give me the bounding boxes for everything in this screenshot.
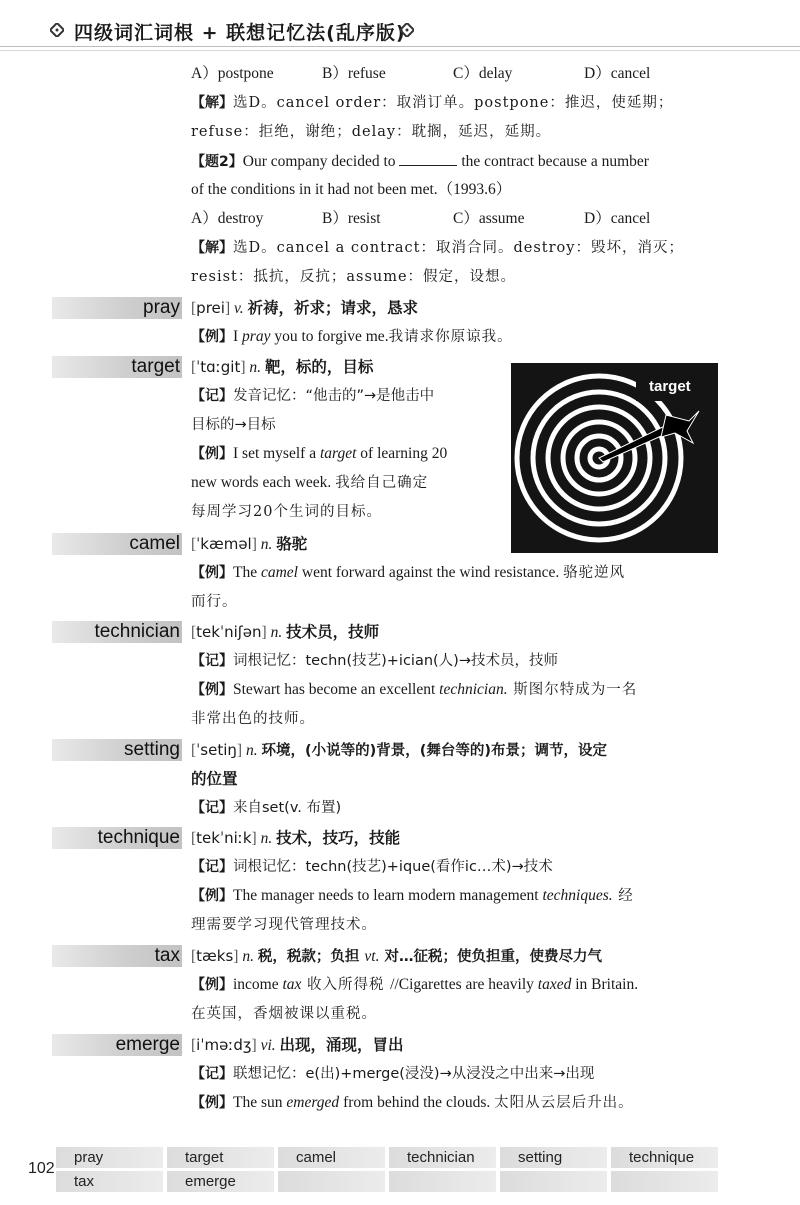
definition: 技术员，技师 — [286, 623, 380, 641]
example-text: you to forgive me. — [270, 328, 389, 345]
answer-text: refuse：拒绝，谢绝；delay：耽搁，延迟，延期。 — [191, 124, 552, 140]
example-translation: 每周学习20个生词的目标。 — [191, 504, 382, 520]
headword: pray — [143, 297, 180, 318]
example-tag: 【例】 — [191, 1095, 233, 1111]
answer-text: 选D。cancel a contract：取消合同。destroy：毁坏，消灭； — [233, 240, 684, 256]
entry-target-memory — [191, 386, 501, 406]
example-keyword: emerged — [286, 1094, 340, 1111]
headword-bar-pray — [52, 297, 182, 319]
pronunciation: ˈsetiŋ — [196, 741, 237, 759]
headword-bar-tax — [52, 945, 182, 967]
exercise2-answer — [191, 238, 721, 258]
part-of-speech: n. — [249, 359, 261, 376]
header-rule — [0, 46, 800, 51]
example-text: from behind the clouds. — [339, 1094, 495, 1111]
example-translation: 经 — [612, 888, 634, 904]
index-item: technician — [389, 1147, 496, 1168]
index-item: technique — [611, 1147, 718, 1168]
entry-technician-definition: [tekˈniʃən] n. 技术员，技师 — [191, 623, 380, 641]
part-of-speech: vi. — [260, 1037, 276, 1054]
example-keyword: technician. — [439, 681, 508, 698]
question-text: of the conditions in it had not been met.（1993.6） — [191, 181, 512, 198]
definition: 祈祷，祈求；请求，恳求 — [247, 299, 418, 317]
exercise2-options — [191, 209, 721, 229]
entry-tax-example — [191, 975, 721, 995]
example-text: I — [233, 328, 243, 345]
example-keyword: camel — [260, 564, 298, 581]
example-keyword: pray — [242, 328, 271, 345]
example-translation: 非常出色的技师。 — [191, 711, 315, 727]
pronunciation: ˈtɑːgit — [196, 358, 241, 376]
definition: 出现，涌现，冒出 — [279, 1036, 404, 1054]
answer-blank — [399, 151, 457, 166]
pronunciation: ˈkæməl — [196, 535, 252, 553]
pronunciation: tæks — [196, 947, 234, 965]
definition: 靶，标的，目标 — [264, 358, 374, 376]
headword: target — [131, 356, 180, 377]
page-header — [0, 0, 800, 58]
example-text: I set myself a — [233, 445, 320, 462]
exercise1-answer — [191, 93, 721, 113]
entry-pray-example — [191, 327, 721, 347]
index-item: tax — [56, 1171, 163, 1192]
example-text: //Cigarettes are heavily — [390, 976, 538, 993]
entry-tax-example-cont — [191, 1004, 721, 1024]
entry-technician-memory — [191, 651, 721, 671]
part-of-speech: n. — [260, 830, 273, 847]
option: B）refuse — [322, 65, 386, 82]
memory-tag: 【记】 — [191, 800, 233, 816]
example-tag: 【例】 — [191, 977, 233, 993]
headword: tax — [154, 945, 180, 966]
exercise2-answer-cont — [191, 267, 721, 287]
option: C）delay — [453, 65, 513, 82]
example-tag: 【例】 — [191, 329, 233, 345]
headword: technician — [94, 621, 180, 642]
entry-setting-definition-cont — [191, 769, 721, 790]
headword: camel — [129, 533, 180, 554]
example-translation: 收入所得税 — [301, 977, 391, 993]
index-item: target — [167, 1147, 274, 1168]
option: A）destroy — [191, 210, 264, 227]
example-text: in Britain. — [571, 976, 639, 993]
diamond-icon-left — [50, 23, 64, 37]
example-tag: 【例】 — [191, 446, 233, 462]
example-keyword: target — [319, 445, 357, 462]
exercise2-question — [191, 151, 721, 172]
entry-target-example-cont — [191, 473, 501, 493]
memory-tag: 【记】 — [191, 388, 233, 404]
example-text: income — [233, 976, 283, 993]
definition: 的位置 — [191, 770, 238, 788]
entry-target-example-cont2 — [191, 502, 501, 522]
example-text: Stewart has become an excellent — [233, 681, 440, 698]
entry-target-example — [191, 444, 501, 464]
index-item: pray — [56, 1147, 163, 1168]
exercise2-question-cont — [191, 180, 721, 200]
example-keyword: tax — [282, 976, 302, 993]
example-translation: 而行。 — [191, 594, 238, 610]
example-translation: 太阳从云层后升出。 — [494, 1095, 634, 1111]
diamond-icon-right — [400, 23, 414, 37]
pronunciation: tekˈniʃən — [196, 623, 262, 641]
example-text: new words each week. — [191, 474, 336, 491]
example-translation: 斯图尔特成为一名 — [507, 682, 638, 698]
exercise1-answer-cont — [191, 122, 721, 142]
target-image-label: target — [649, 378, 691, 395]
headword-bar-target — [52, 356, 182, 378]
index-item: emerge — [167, 1171, 274, 1192]
example-translation: 理需要学习现代管理技术。 — [191, 917, 377, 933]
question-tag: 【题2】 — [191, 154, 243, 170]
entry-technique-example — [191, 886, 721, 906]
headword-bar-setting — [52, 739, 182, 761]
entry-technique-definition: [tekˈniːk] n. 技术，技巧，技能 — [191, 829, 401, 847]
headword: setting — [124, 739, 180, 760]
answer-text: resist：抵抗，反抗；assume：假定，设想。 — [191, 269, 517, 285]
part-of-speech: v. — [233, 300, 244, 317]
page-number: 102 — [28, 1160, 55, 1177]
answer-text: 选D。cancel order：取消订单。postpone：推迟，使延期； — [233, 95, 674, 111]
entry-technician-example-cont — [191, 709, 721, 729]
memory-tag: 【记】 — [191, 1066, 233, 1082]
entry-technique-memory — [191, 857, 721, 877]
entry-camel-example-cont — [191, 592, 721, 612]
example-text: The — [233, 564, 261, 581]
example-keyword: taxed — [537, 976, 572, 993]
entry-tax-definition: [tæks] n. 税，税款；负担 vt. 对…征税；使负担重，使费尽力气 — [191, 947, 603, 965]
part-of-speech: n. — [245, 742, 258, 759]
example-text: of learning 20 — [356, 445, 448, 462]
option: A）postpone — [191, 65, 274, 82]
index-item-empty — [278, 1171, 385, 1192]
memory-text: 来自set(v. 布置) — [233, 800, 342, 816]
memory-text: 联想记忆：e(出)+merge(浸没)→从浸没之中出来→出现 — [233, 1066, 595, 1082]
headword-bar-technician — [52, 621, 182, 643]
entry-technique-example-cont — [191, 915, 721, 935]
definition: 骆驼 — [276, 535, 308, 553]
definition: 技术，技巧，技能 — [276, 829, 401, 847]
entry-emerge-example — [191, 1093, 721, 1113]
example-tag: 【例】 — [191, 682, 233, 698]
example-tag: 【例】 — [191, 888, 233, 904]
example-translation: 我给自己确定 — [335, 475, 429, 491]
page-title: 四级词汇词根 + 联想记忆法(乱序版) — [74, 22, 406, 44]
definition: 对…征税；使负担重，使费尽力气 — [379, 949, 603, 965]
exercise1-options — [191, 64, 721, 84]
headword-bar-technique — [52, 827, 182, 849]
index-item-empty — [500, 1171, 607, 1192]
pronunciation: iˈməːdʒ — [196, 1036, 252, 1054]
example-translation: 我请求你原谅我。 — [388, 329, 513, 345]
memory-text: 词根记忆：techn(技艺)+ique(看作ic…术)→技术 — [233, 859, 553, 875]
definition: 环境，(小说等的)背景，(舞台等的)布景；调节，设定 — [261, 743, 607, 759]
entry-camel-example — [191, 563, 721, 583]
target-illustration — [511, 363, 718, 553]
part-of-speech: n. — [260, 536, 273, 553]
question-text: Our company decided to — [242, 153, 396, 170]
index-item: setting — [500, 1147, 607, 1168]
option: B）resist — [322, 210, 381, 227]
headword: emerge — [115, 1034, 180, 1055]
option: D）cancel — [584, 210, 651, 227]
entry-pray-definition: [prei] v. 祈祷，祈求；请求，恳求 — [191, 299, 418, 317]
example-text: The sun — [233, 1094, 287, 1111]
memory-tag: 【记】 — [191, 859, 233, 875]
example-text: The manager needs to learn modern management — [233, 887, 543, 904]
headword: technique — [97, 827, 180, 848]
example-translation: 骆驼逆风 — [563, 565, 626, 581]
example-tag: 【例】 — [191, 565, 233, 581]
part-of-speech: vt. — [364, 948, 380, 965]
headword-bar-camel — [52, 533, 182, 555]
headword-bar-emerge — [52, 1034, 182, 1056]
entry-emerge-definition: [iˈməːdʒ] vi. 出现，涌现，冒出 — [191, 1036, 404, 1054]
entry-target-memory-cont — [191, 415, 501, 435]
part-of-speech: n. — [270, 624, 283, 641]
example-text: went forward against the wind resistance. — [298, 564, 564, 581]
entry-target-definition: [ˈtɑːgit] n. 靶，标的，目标 — [191, 358, 374, 376]
entry-setting-definition: [ˈsetiŋ] n. 环境，(小说等的)背景，(舞台等的)布景；调节，设定 — [191, 741, 607, 759]
answer-tag: 【解】 — [191, 240, 233, 256]
entry-technician-example — [191, 680, 721, 700]
index-item-empty — [389, 1171, 496, 1192]
memory-text: 目标的→目标 — [191, 417, 276, 433]
option: C）assume — [453, 210, 525, 227]
index-item: camel — [278, 1147, 385, 1168]
example-translation: 在英国，香烟被课以重税。 — [191, 1006, 377, 1022]
entry-setting-memory — [191, 798, 721, 818]
index-item-empty — [611, 1171, 718, 1192]
entry-emerge-memory — [191, 1064, 721, 1084]
part-of-speech: n. — [242, 948, 254, 965]
example-keyword: techniques. — [542, 887, 613, 904]
memory-text: 发音记忆：“他击的”→是他击中 — [233, 388, 435, 404]
pronunciation: prei — [196, 299, 225, 317]
question-text: the contract because a number — [461, 153, 649, 170]
memory-tag: 【记】 — [191, 653, 233, 669]
pronunciation: tekˈniːk — [196, 829, 252, 847]
definition: 税，税款；负担 — [257, 949, 365, 965]
answer-tag: 【解】 — [191, 95, 233, 111]
entry-camel-definition: [ˈkæməl] n. 骆驼 — [191, 535, 308, 553]
option: D）cancel — [584, 65, 651, 82]
memory-text: 词根记忆：techn(技艺)+ician(人)→技术员，技师 — [233, 653, 558, 669]
